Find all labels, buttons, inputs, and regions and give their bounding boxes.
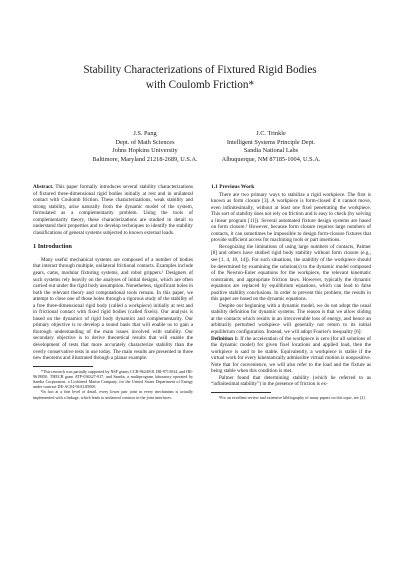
paper-title [40,63,360,93]
left-column [33,184,193,400]
abstract [33,184,193,236]
footnote-divider [33,366,93,367]
author-institution: Sandia National Labs [243,147,299,155]
author-name: J.C. Trinkle [256,130,286,137]
author-address: Albuquerque, NM 87185-1004, U.S.A. [221,155,321,163]
author-dept: Intelligent Systems Principle Dept. [226,138,316,146]
previous-work-paragraph-2: Recognizing the limitations of using large numbers of contacts, Palmer [8] and others have studied rigid body stability without form closure (e.g., see [1, 4, 10, 14]). For such situations, the stability of the workpiece should be determined by examining the solution(s) to the dynamic model composed of the Newton-Euler equations for the workpiece, the relevant kinematic constraints, and appropriate friction laws. However, typically the dynamic equations are replaced by equilibrium equations, which can lead to false positive stability conclusions. In order to prevent this problem, the results in this paper are based on the dynamic equations. [211,243,371,303]
intro-paragraph: Many useful mechanical systems are composed of a number of bodies that interact through multiple, unilateral frictional contacts. Examples include gears, cams, modular fixturing systems, and robot grippers.¹ Designers of such systems rely heavily on the analyses of initial designs, which are often carried out under the rigid body assumption. Nonetheless, significant holes in both the relevant theory and computational tools remain. In this paper, we attempt to close one of those holes through a rigorous study of the stability of a free three-dimensional rigid body (called a workpiece) initially at rest and in frictional contact with fixed rigid bodies (called fixels). Our analysis is based on the dynamics of rigid body dynamics and complementarity. Our primary objective is to develop a sound basis that will enable us to gain a thorough understanding of the main issues involved with stability. Our secondary objective is to derive theoretical results that will enable the development of tests that more accurately characterize stability than the overly conservative tests in use today. The main results are presented in three new theorems and illustrated through a planar example. [33,256,193,362]
definition-1 [211,336,371,375]
author-institution: Johns Hopkins University [112,147,178,155]
author-dept: Dept. of Math Sciences [115,138,175,146]
previous-work-paragraph-3: Despite our beginning with a dynamic model, we do not adopt the usual stability definition for dynamic systems. The reason is that we allow sliding at the contacts which results in an irrecoverable loss of energy, and hence an arbitrarily perturbed workpiece will generally not return to its initial equilibrium configuration. Instead, we will adopt Fourier's inequality [6]: [211,302,371,336]
abstract-label: Abstract. [33,184,54,190]
definition-label: Definition 1: [211,335,239,342]
title-line-1: Stability Characterizations of Fixtured Rigid Bodies [83,64,317,76]
abstract-text: This paper formally introduces several stability characterizations of fixtured three-dimensional rigid bodies initially at rest and in unilateral contact with Coulomb friction. These characterizations, weak stability and strong stability, arise naturally from the dynamic model of the system, formulated as a complementarity problem. Using the tools of complementarity theory, these characterizations are studied in detail to understand their properties and to develop techniques to identify the stability classifications of general systems subjected to known external loads. [33,184,193,236]
right-column [211,184,371,400]
section-heading-introduction: 1 Introduction [33,243,72,251]
footnote-funding: *This research was partially supported by NSF grants CCR-9624018, IRI-9713034, and IRI-9619850, THECB grant ATP-036327-017, and Sandia, a multiprogram laboratory operated by Sandia Corporation, a Lockheed Martin Company, for the United States Department of Energy under contract DE-AC04-94AL85000. [33,368,193,390]
title-line-2: with Coulomb Friction* [145,79,255,91]
previous-work-paragraph-4: Palmer found that determining stability (which he referred to as “infinitesimal stability”) in the presence of friction is ex- [211,374,371,388]
author-block-2 [196,130,346,164]
author-address: Baltimore, Maryland 21218-2689, U.S.A. [92,155,198,163]
footnote-2: ²For an excellent review and extensive bibliography of many papers on this topic, see [2]. [219,394,366,400]
author-name: J.S. Pang [133,130,157,137]
subsection-heading-previous-work: 1.1 Previous Work [211,184,255,190]
footnote-divider [211,392,271,393]
previous-work-paragraph-1: There are two primary ways to stabilize a rigid workpiece. The first is known as form closure [3]. A workpiece is form-closed if it cannot move, even infinitesimally, without at least one fixel penetrating the workpiece. This sort of stability does not rely on friction and is easy to check (by solving a linear program [11]). Several automated fixture design systems are based on form closure.² However, because form closure requires large numbers of contacts, it can sometimes be impossible to design form-closure fixtures that provide sufficient access for machining tools or part insertions. [211,191,371,244]
definition-text: If the acceleration of the workpiece is zero (for all solutions of the dynamic model) for given fixel locations and applied load, then the workpiece is said to be stable. Equivalently, a workpiece is stable if the virtual work for every kinematically admissible virtual motion is nonpositive. Note that for convenience, we will also refer to the load and the fixture as being stable when this condition is met. [211,335,371,375]
footnote-1: ¹In fact at a fine level of detail, every lower pair joint in every mechanism is actually implemented with a linkage, which leads to unilateral contacts in the joint interfaces. [33,389,193,400]
